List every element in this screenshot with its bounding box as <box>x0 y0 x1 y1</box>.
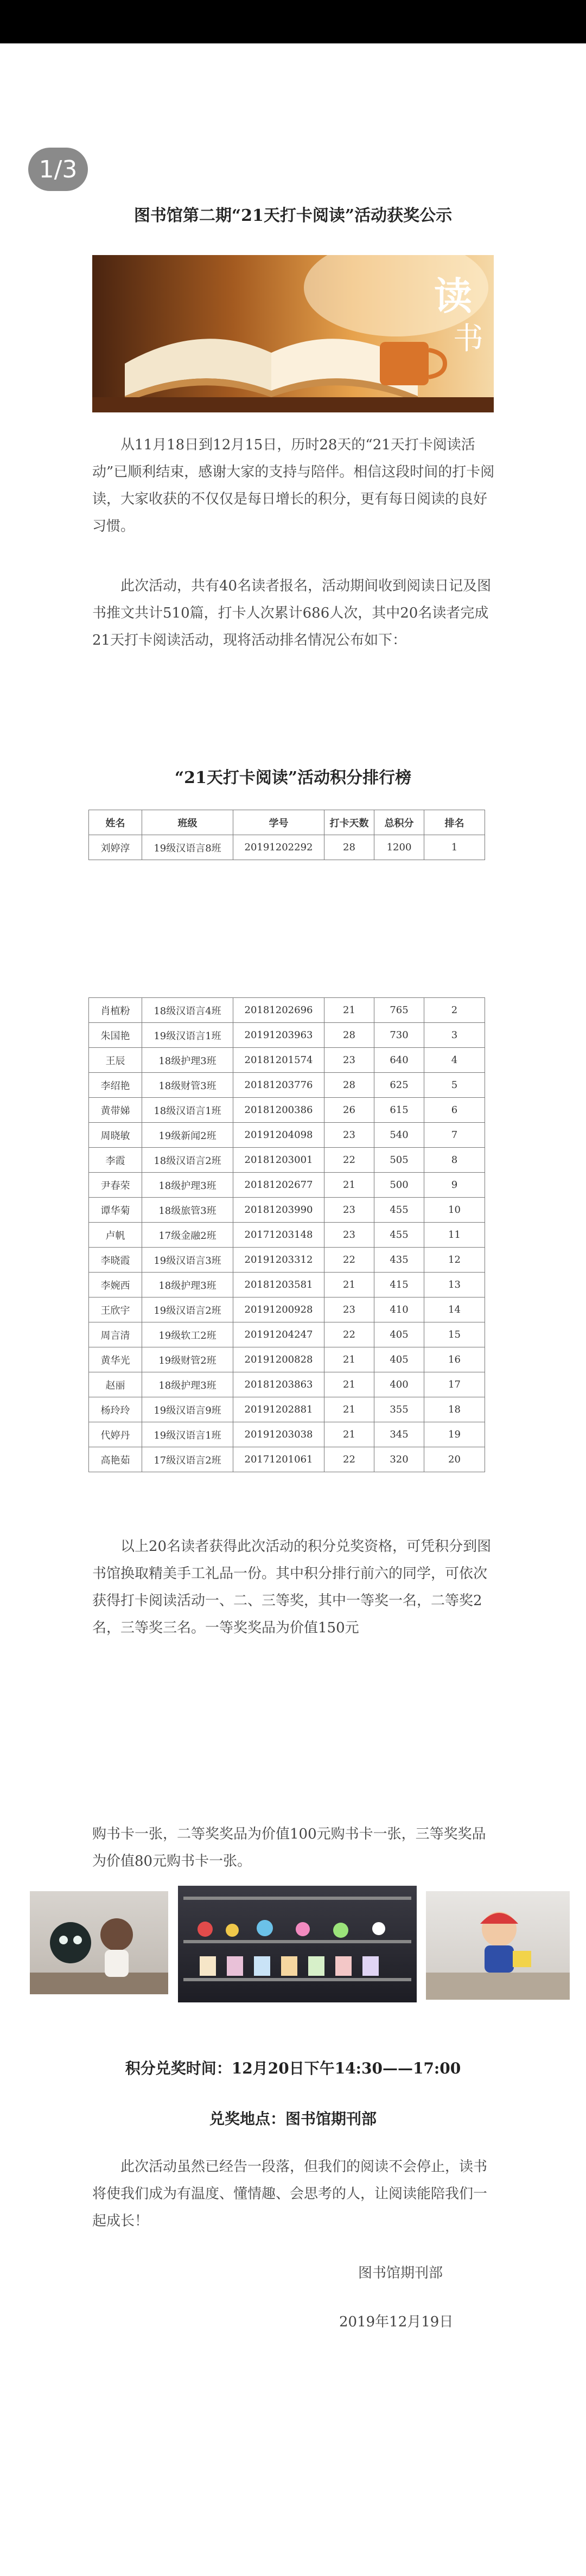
table-row <box>89 1347 485 1372</box>
cell-name: 周言清 <box>89 1322 142 1347</box>
cell-class: 19级汉语言9班 <box>142 1397 233 1422</box>
cell-rank: 7 <box>424 1123 485 1148</box>
cell-name: 杨玲玲 <box>89 1397 142 1422</box>
header-name: 姓名 <box>89 810 142 835</box>
cell-score: 765 <box>374 998 424 1023</box>
table-row <box>89 1048 485 1073</box>
table-row <box>89 1248 485 1273</box>
cell-name: 周晓敏 <box>89 1123 142 1148</box>
document-title: 图书馆第二期“21天打卡阅读”活动获奖公示 <box>133 206 453 225</box>
top-bar <box>0 0 586 43</box>
cell-class: 18级护理3班 <box>142 1173 233 1198</box>
cell-name: 赵丽 <box>89 1372 142 1397</box>
cell-student-id: 20181203001 <box>233 1148 324 1173</box>
cell-score: 615 <box>374 1098 424 1123</box>
page-indicator[interactable]: 1/3 <box>28 148 88 191</box>
header-total-score: 总积分 <box>374 810 424 835</box>
cell-name: 王辰 <box>89 1048 142 1073</box>
cell-rank: 20 <box>424 1447 485 1472</box>
banner-image <box>92 255 494 412</box>
cell-rank: 4 <box>424 1048 485 1073</box>
cell-rank: 10 <box>424 1198 485 1223</box>
cell-score: 400 <box>374 1372 424 1397</box>
cell-name: 黄华光 <box>89 1347 142 1372</box>
cell-student-id: 20181203776 <box>233 1073 324 1098</box>
cell-days: 26 <box>324 1098 374 1123</box>
photo-gift-display-shelf <box>178 1886 417 2002</box>
cell-score: 410 <box>374 1297 424 1322</box>
redeem-time: 积分兑奖时间：12月20日下午14:30——17:00 <box>125 2059 461 2077</box>
cell-days: 22 <box>324 1322 374 1347</box>
cell-rank: 6 <box>424 1098 485 1123</box>
table-header-row <box>89 810 485 835</box>
cell-class: 17级汉语言2班 <box>142 1447 233 1472</box>
cell-score: 540 <box>374 1123 424 1148</box>
cell-student-id: 20191203038 <box>233 1422 324 1447</box>
cell-score: 640 <box>374 1048 424 1073</box>
cell-name: 朱国艳 <box>89 1023 142 1048</box>
cell-student-id: 20181202696 <box>233 998 324 1023</box>
banner-char-2: 书 <box>453 321 483 357</box>
cell-student-id: 20181203581 <box>233 1273 324 1297</box>
table-row <box>89 1447 485 1472</box>
cell-class: 17级金融2班 <box>142 1223 233 1248</box>
cell-score: 320 <box>374 1447 424 1472</box>
cell-class: 19级新闻2班 <box>142 1123 233 1148</box>
cell-score: 405 <box>374 1322 424 1347</box>
prize-paragraph-1: 以上20名读者获得此次活动的积分兑奖资格，可凭积分到图书馆换取精美手工礼品一份。其中积分排行前六的同学，可依次获得打卡阅读活动一、二、三等奖，其中一等奖一名，二等奖2名，三等奖三名。一等奖奖品为价值150元 <box>92 1538 492 1636</box>
cell-rank: 2 <box>424 998 485 1023</box>
cell-rank: 18 <box>424 1397 485 1422</box>
cell-student-id: 20191203963 <box>233 1023 324 1048</box>
cell-days: 21 <box>324 1422 374 1447</box>
cell-score: 500 <box>374 1173 424 1198</box>
cell-name: 李绍艳 <box>89 1073 142 1098</box>
banner-char-1: 读 <box>434 273 472 319</box>
cell-days: 28 <box>324 835 374 860</box>
cell-rank: 16 <box>424 1347 485 1372</box>
cell-student-id: 20181203863 <box>233 1372 324 1397</box>
table-row <box>89 1422 485 1447</box>
cell-student-id: 20191202292 <box>233 835 324 860</box>
publish-date: 2019年12月19日 <box>339 2314 454 2330</box>
cell-student-id: 20181203990 <box>233 1198 324 1223</box>
table-row <box>89 1273 485 1297</box>
cell-class: 19级财管2班 <box>142 1347 233 1372</box>
table-row <box>89 1148 485 1173</box>
cell-class: 18级护理3班 <box>142 1273 233 1297</box>
cell-class: 18级汉语言1班 <box>142 1098 233 1123</box>
ranking-table-title: “21天打卡阅读”活动积分排行榜 <box>174 768 412 787</box>
cell-class: 19级汉语言8班 <box>142 835 233 860</box>
cell-rank: 8 <box>424 1148 485 1173</box>
cell-days: 22 <box>324 1148 374 1173</box>
cell-score: 730 <box>374 1023 424 1048</box>
cell-name: 肖植粉 <box>89 998 142 1023</box>
cell-days: 21 <box>324 998 374 1023</box>
signature: 图书馆期刊部 <box>358 2265 443 2281</box>
cell-days: 21 <box>324 1397 374 1422</box>
cell-rank: 9 <box>424 1173 485 1198</box>
cell-rank: 17 <box>424 1372 485 1397</box>
cell-student-id: 20191200928 <box>233 1297 324 1322</box>
cell-rank: 1 <box>424 835 485 860</box>
cell-class: 18级护理3班 <box>142 1048 233 1073</box>
cell-rank: 14 <box>424 1297 485 1322</box>
cell-rank: 5 <box>424 1073 485 1098</box>
table-row <box>89 1073 485 1098</box>
table-row <box>89 998 485 1023</box>
cell-class: 18级汉语言4班 <box>142 998 233 1023</box>
cell-days: 22 <box>324 1248 374 1273</box>
header-class: 班级 <box>142 810 233 835</box>
cell-score: 355 <box>374 1397 424 1422</box>
cell-score: 435 <box>374 1248 424 1273</box>
cell-days: 21 <box>324 1372 374 1397</box>
header-student-id: 学号 <box>233 810 324 835</box>
photo-clay-figure <box>426 1891 570 2000</box>
cell-student-id: 20181201574 <box>233 1048 324 1073</box>
table-row <box>89 1023 485 1048</box>
cell-rank: 12 <box>424 1248 485 1273</box>
cell-student-id: 20191200828 <box>233 1347 324 1372</box>
ranking-table-part-2 <box>88 997 485 1472</box>
table-row <box>89 1322 485 1347</box>
table-row <box>89 1123 485 1148</box>
cell-rank: 19 <box>424 1422 485 1447</box>
cell-days: 22 <box>324 1447 374 1472</box>
cell-days: 23 <box>324 1223 374 1248</box>
cell-class: 18级财管3班 <box>142 1073 233 1098</box>
cell-score: 455 <box>374 1223 424 1248</box>
photo-handmade-dolls <box>30 1891 168 1994</box>
table-row <box>89 1297 485 1322</box>
table-row <box>89 1397 485 1422</box>
cell-student-id: 20181200386 <box>233 1098 324 1123</box>
cell-score: 1200 <box>374 835 424 860</box>
cell-class: 18级旅管3班 <box>142 1198 233 1223</box>
cell-class: 19级软工2班 <box>142 1322 233 1347</box>
header-checkin-days: 打卡天数 <box>324 810 374 835</box>
cell-student-id: 20171201061 <box>233 1447 324 1472</box>
prize-paragraph-2: 购书卡一张，二等奖奖品为价值100元购书卡一张，三等奖奖品为价值80元购书卡一张。 <box>92 1826 486 1869</box>
cell-name: 代婷丹 <box>89 1422 142 1447</box>
table-row <box>89 1223 485 1248</box>
cell-days: 21 <box>324 1273 374 1297</box>
intro-paragraph-2: 此次活动，共有40名读者报名，活动期间收到阅读日记及图书推文共计510篇，打卡人次累计686人次，其中20名读者完成21天打卡阅读活动，现将活动排名情况公布如下： <box>92 578 492 648</box>
cell-name: 刘婷淳 <box>89 835 142 860</box>
table-row <box>89 1198 485 1223</box>
cell-score: 405 <box>374 1347 424 1372</box>
ranking-table-part-1 <box>88 810 485 860</box>
cell-class: 19级汉语言3班 <box>142 1248 233 1273</box>
cell-name: 谭华菊 <box>89 1198 142 1223</box>
cell-class: 19级汉语言1班 <box>142 1023 233 1048</box>
cell-class: 19级汉语言2班 <box>142 1297 233 1322</box>
cell-days: 28 <box>324 1073 374 1098</box>
closing-paragraph: 此次活动虽然已经告一段落，但我们的阅读不会停止，读书将使我们成为有温度、懂情趣、会思考的人，让阅读能陪我们一起成长！ <box>92 2159 488 2229</box>
header-rank: 排名 <box>424 810 485 835</box>
open-book-illustration <box>92 255 494 412</box>
cell-name: 李霞 <box>89 1148 142 1173</box>
cell-days: 23 <box>324 1297 374 1322</box>
cell-score: 455 <box>374 1198 424 1223</box>
cell-student-id: 20191204098 <box>233 1123 324 1148</box>
cell-days: 23 <box>324 1123 374 1148</box>
cell-student-id: 20191203312 <box>233 1248 324 1273</box>
cell-score: 415 <box>374 1273 424 1297</box>
cell-class: 18级汉语言2班 <box>142 1148 233 1173</box>
cell-class: 18级护理3班 <box>142 1372 233 1397</box>
cell-days: 21 <box>324 1173 374 1198</box>
cell-student-id: 20181202677 <box>233 1173 324 1198</box>
cell-score: 345 <box>374 1422 424 1447</box>
cell-student-id: 20171203148 <box>233 1223 324 1248</box>
table-row <box>89 1173 485 1198</box>
cell-days: 28 <box>324 1023 374 1048</box>
cell-name: 卢帆 <box>89 1223 142 1248</box>
cell-name: 黄带娣 <box>89 1098 142 1123</box>
cell-name: 李晓霞 <box>89 1248 142 1273</box>
cell-days: 23 <box>324 1198 374 1223</box>
table-row <box>89 1098 485 1123</box>
table-row <box>89 835 485 860</box>
cell-name: 王欣宇 <box>89 1297 142 1322</box>
cell-days: 23 <box>324 1048 374 1073</box>
intro-paragraph-1: 从11月18日到12月15日，历时28天的“21天打卡阅读活动”已顺利结束，感谢大家的支持与陪伴。相信这段时间的打卡阅读，大家收获的不仅仅是每日增长的积分，更有每日阅读的良好习惯。 <box>92 437 495 535</box>
cell-student-id: 20191204247 <box>233 1322 324 1347</box>
cell-name: 李婉西 <box>89 1273 142 1297</box>
cell-name: 尹春荣 <box>89 1173 142 1198</box>
cell-rank: 13 <box>424 1273 485 1297</box>
redeem-place: 兑奖地点：图书馆期刊部 <box>209 2110 377 2128</box>
cell-score: 625 <box>374 1073 424 1098</box>
cell-student-id: 20191202881 <box>233 1397 324 1422</box>
table-row <box>89 1372 485 1397</box>
cell-rank: 15 <box>424 1322 485 1347</box>
cell-score: 505 <box>374 1148 424 1173</box>
cell-rank: 11 <box>424 1223 485 1248</box>
cell-class: 19级汉语言1班 <box>142 1422 233 1447</box>
cell-rank: 3 <box>424 1023 485 1048</box>
cell-days: 21 <box>324 1347 374 1372</box>
cell-name: 高艳茹 <box>89 1447 142 1472</box>
